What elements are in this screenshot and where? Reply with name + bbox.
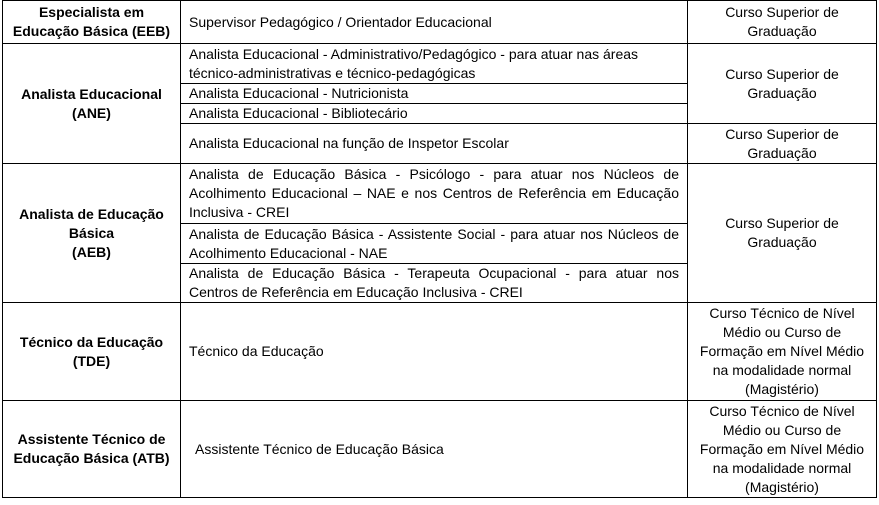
funcao-assistente-tecnico: Assistente Técnico de Educação Básica	[180, 400, 688, 498]
funcao-aeb-assistente-social: Analista de Educação Básica - Assistente Social - para atuar nos Núcleos de Acolhimento Educacional - NAE	[180, 223, 688, 264]
cargo-aeb-line-1: Analista de Educação	[19, 205, 164, 222]
cargo-atb	[2, 400, 181, 498]
funcao-ane-administrativo: Analista Educacional - Administrativo/Pedagógico - para atuar nas áreas técnico-administrativas e técnico-pedagógicas	[180, 43, 688, 84]
cargo-atb-line-2: Educação Básica (ATB)	[13, 450, 170, 466]
escolaridade-tde: Curso Técnico de Nível Médio ou Curso de Formação em Nível Médio na modalidade normal (Magistério)	[687, 302, 877, 401]
cargo-tde	[2, 302, 181, 401]
funcao-ane-bibliotecario: Analista Educacional - Bibliotecário	[180, 103, 688, 124]
cargo-atb-line-1: Assistente Técnico de	[17, 431, 166, 447]
escolaridade-eeb: Curso Superior de Graduação	[687, 0, 877, 44]
funcao-aeb-terapeuta: Analista de Educação Básica - Terapeuta Ocupacional - para atuar nos Centros de Referência em Educação Inclusiva - CREI	[180, 263, 688, 303]
cargo-ane-line-1: Analista Educacional	[21, 85, 162, 102]
cargo-aeb-line-2: Básica	[68, 224, 115, 241]
funcao-supervisor: Supervisor Pedagógico / Orientador Educacional	[180, 0, 688, 44]
cargo-tde-line-1: Técnico da Educação	[19, 333, 164, 350]
escolaridade-aeb: Curso Superior de Graduação	[687, 163, 877, 303]
cargo-eeb-line-2: Educação Básica (EEB)	[12, 23, 171, 39]
escolaridade-atb: Curso Técnico de Nível Médio ou Curso de Formação em Nível Médio na modalidade normal (Magistério)	[687, 400, 877, 498]
funcao-ane-nutricionista: Analista Educacional - Nutricionista	[180, 83, 688, 104]
cargo-eeb	[2, 0, 181, 44]
cargo-tde-line-2: (TDE)	[72, 352, 111, 369]
cargo-ane	[2, 43, 181, 164]
cargo-aeb	[2, 163, 181, 303]
funcao-aeb-psicologo: Analista de Educação Básica - Psicólogo - para atuar nos Núcleos de Acolhimento Educacional – NAE e nos Centros de Referência em Educação Inclusiva - CREI	[180, 163, 688, 224]
funcao-ane-inspetor: Analista Educacional na função de Inspetor Escolar	[180, 123, 688, 164]
cargo-eeb-line-1: Especialista em	[38, 4, 145, 20]
funcao-tecnico-educacao: Técnico da Educação	[180, 302, 688, 401]
cargo-aeb-line-3: (AEB)	[72, 243, 111, 260]
escolaridade-ane: Curso Superior de Graduação	[687, 43, 877, 124]
escolaridade-ane-inspetor: Curso Superior de Graduação	[687, 123, 877, 164]
cargo-ane-line-2: (ANE)	[72, 104, 111, 121]
